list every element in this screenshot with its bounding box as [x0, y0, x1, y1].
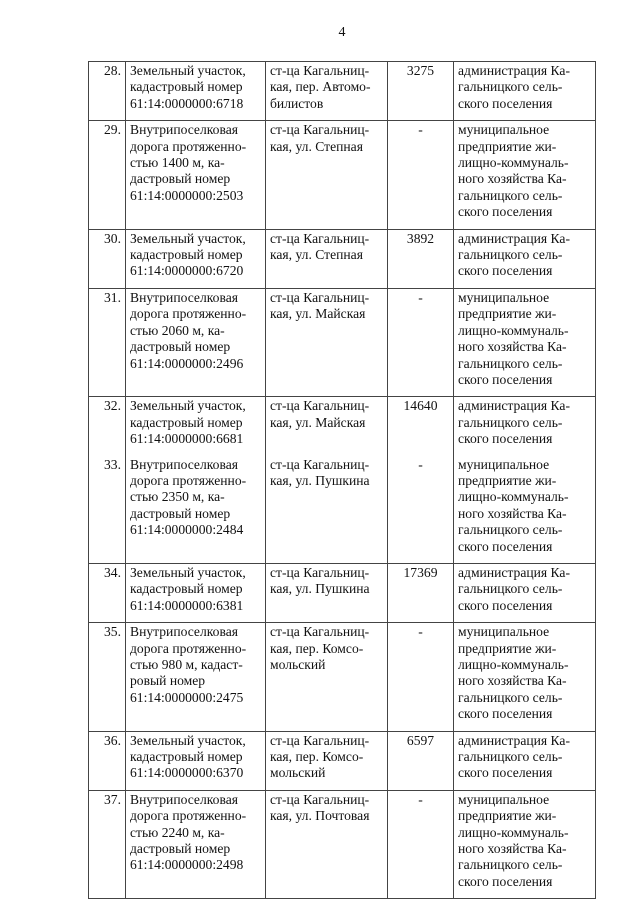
address-cell [266, 397, 388, 456]
object-name-cell [126, 790, 266, 898]
object-name-line: 61:14:0000000:2496 [130, 355, 244, 371]
owner-line: администрация Ка- [458, 564, 570, 580]
owner-line: ского поселения [458, 431, 553, 447]
owner-line: администрация Ка- [458, 230, 570, 246]
object-name-line: Внутрипоселковая [130, 456, 238, 472]
object-name-line: Земельный участок, [130, 732, 246, 748]
owner-line: муниципальное [458, 289, 550, 305]
address-cell [266, 790, 388, 898]
address-line: кая, ул. Почтовая [270, 808, 370, 824]
address-line: кая, пер. Комсо- [270, 640, 364, 656]
owner-line: гальницкого сель- [458, 79, 563, 95]
owner-line: администрация Ка- [458, 398, 570, 414]
owner-line: ского поселения [458, 597, 553, 613]
area-cell: 17369 [388, 563, 454, 622]
address-cell [266, 121, 388, 229]
object-name-line: Земельный участок, [130, 564, 246, 580]
owner-line: предприятие жи- [458, 640, 557, 656]
owner-cell [454, 456, 596, 564]
address-line: ст-ца Кагальниц- [270, 289, 370, 305]
address-line: билистов [270, 95, 324, 111]
table-row [89, 288, 596, 396]
address-cell [266, 731, 388, 790]
table-row [89, 563, 596, 622]
owner-line: предприятие жи- [458, 472, 557, 488]
owner-line: муниципальное [458, 791, 550, 807]
owner-line: ского поселения [458, 706, 553, 722]
address-line: кая, ул. Степная [270, 138, 363, 154]
address-line: ст-ца Кагальниц- [270, 230, 370, 246]
address-cell [266, 62, 388, 121]
owner-cell [454, 563, 596, 622]
address-cell [266, 229, 388, 288]
row-number-cell: 28. [89, 62, 126, 121]
object-name-line: Внутрипоселковая [130, 791, 238, 807]
owner-cell [454, 288, 596, 396]
object-name-cell [126, 397, 266, 456]
address-line: кая, ул. Пушкина [270, 472, 370, 488]
table-row [89, 62, 596, 121]
registry-body [89, 62, 596, 899]
address-line: кая, ул. Степная [270, 247, 363, 263]
owner-line: предприятие жи- [458, 138, 557, 154]
owner-line: ского поселения [458, 95, 553, 111]
owner-line: ского поселения [458, 263, 553, 279]
object-name-line: дастровый номер [130, 171, 231, 187]
object-name-line: дорога протяженно- [130, 808, 247, 824]
object-name-line: 61:14:0000000:6681 [130, 431, 244, 447]
object-name-line: стью 2060 м, ка- [130, 322, 225, 338]
owner-line: ского поселения [458, 204, 553, 220]
owner-line: гальницкого сель- [458, 187, 563, 203]
area-cell: - [388, 288, 454, 396]
row-number-cell: 31. [89, 288, 126, 396]
owner-line: ного хозяйства Ка- [458, 505, 567, 521]
owner-line: ского поселения [458, 873, 553, 889]
address-cell [266, 563, 388, 622]
object-name-line: стью 1400 м, ка- [130, 155, 225, 171]
owner-line: ного хозяйства Ка- [458, 673, 567, 689]
object-name-line: 61:14:0000000:6370 [130, 765, 244, 781]
owner-line: гальницкого сель- [458, 689, 563, 705]
address-line: ст-ца Кагальниц- [270, 564, 370, 580]
object-name-line: 61:14:0000000:6720 [130, 263, 244, 279]
owner-line: ского поселения [458, 371, 553, 387]
object-name-line: дорога протяженно- [130, 138, 247, 154]
object-name-line: кадастровый номер [130, 749, 243, 765]
object-name-line: Внутрипоселковая [130, 624, 238, 640]
owner-line: гальницкого сель- [458, 355, 563, 371]
owner-line: лищно-коммуналь- [458, 322, 569, 338]
address-line: ст-ца Кагальниц- [270, 732, 370, 748]
owner-line: гальницкого сель- [458, 581, 563, 597]
object-name-line: Земельный участок, [130, 230, 246, 246]
object-name-line: 61:14:0000000:6718 [130, 95, 244, 111]
object-name-line: Внутрипоселковая [130, 289, 238, 305]
row-number-cell: 32. [89, 397, 126, 456]
table-row [89, 731, 596, 790]
row-number-cell: 30. [89, 229, 126, 288]
object-name-line: Земельный участок, [130, 398, 246, 414]
owner-cell [454, 623, 596, 731]
address-line: мольский [270, 765, 326, 781]
object-name-line: дорога протяженно- [130, 472, 247, 488]
owner-line: ского поселения [458, 538, 553, 554]
object-name-line: 61:14:0000000:2484 [130, 522, 244, 538]
row-number-cell: 36. [89, 731, 126, 790]
object-name-line: 61:14:0000000:2475 [130, 689, 244, 705]
address-line: кая, пер. Автомо- [270, 79, 371, 95]
owner-cell [454, 229, 596, 288]
owner-line: лищно-коммуналь- [458, 489, 569, 505]
owner-cell [454, 790, 596, 898]
owner-line: гальницкого сель- [458, 414, 563, 430]
owner-line: ского поселения [458, 765, 553, 781]
address-line: ст-ца Кагальниц- [270, 122, 370, 138]
address-line: кая, ул. Майская [270, 414, 366, 430]
owner-line: гальницкого сель- [458, 522, 563, 538]
table-row [89, 229, 596, 288]
object-name-line: Земельный участок, [130, 63, 246, 78]
object-name-line: дастровый номер [130, 339, 231, 355]
address-line: кая, ул. Пушкина [270, 581, 370, 597]
owner-cell [454, 397, 596, 456]
owner-line: предприятие жи- [458, 306, 557, 322]
page-number: 4 [338, 25, 346, 40]
object-name-line: 61:14:0000000:6381 [130, 597, 244, 613]
owner-line: лищно-коммуналь- [458, 657, 569, 672]
table-row [89, 397, 596, 456]
object-name-line: стью 980 м, кадаст- [130, 657, 243, 672]
object-name-line: Внутрипоселковая [130, 122, 238, 138]
table-row [89, 790, 596, 898]
row-number-cell: 34. [89, 563, 126, 622]
owner-line: лищно-коммуналь- [458, 155, 569, 171]
owner-line: администрация Ка- [458, 732, 570, 748]
object-name-cell [126, 229, 266, 288]
address-cell [266, 623, 388, 731]
owner-cell [454, 731, 596, 790]
object-name-line: дастровый номер [130, 505, 231, 521]
row-number-cell: 37. [89, 790, 126, 898]
object-name-line: ровый номер [130, 673, 206, 689]
area-cell: 14640 [388, 397, 454, 456]
owner-cell [454, 62, 596, 121]
object-name-line: стью 2350 м, ка- [130, 489, 225, 505]
address-cell [266, 456, 388, 564]
area-cell: 3892 [388, 229, 454, 288]
object-name-cell [126, 563, 266, 622]
object-name-line: стью 2240 м, ка- [130, 824, 225, 840]
table-row [89, 456, 596, 564]
object-name-line: дастровый номер [130, 841, 231, 857]
row-number-cell: 33. [89, 456, 126, 564]
area-cell: - [388, 121, 454, 229]
object-name-cell [126, 288, 266, 396]
area-cell: - [388, 456, 454, 564]
table-row [89, 623, 596, 731]
owner-line: муниципальное [458, 624, 550, 640]
owner-line: муниципальное [458, 122, 550, 138]
object-name-line: кадастровый номер [130, 247, 243, 263]
object-name-cell [126, 121, 266, 229]
row-number-cell: 35. [89, 623, 126, 731]
address-line: кая, ул. Майская [270, 306, 366, 322]
owner-line: муниципальное [458, 456, 550, 472]
object-name-line: кадастровый номер [130, 414, 243, 430]
property-registry-table [88, 61, 596, 899]
object-name-line: дорога протяженно- [130, 306, 247, 322]
address-cell [266, 288, 388, 396]
object-name-line: дорога протяженно- [130, 640, 247, 656]
owner-line: гальницкого сель- [458, 749, 563, 765]
row-number-cell: 29. [89, 121, 126, 229]
address-line: ст-ца Кагальниц- [270, 624, 370, 640]
address-line: кая, пер. Комсо- [270, 749, 364, 765]
owner-line: ного хозяйства Ка- [458, 171, 567, 187]
address-line: ст-ца Кагальниц- [270, 456, 370, 472]
object-name-line: 61:14:0000000:2498 [130, 857, 244, 873]
object-name-line: 61:14:0000000:2503 [130, 187, 244, 203]
owner-line: гальницкого сель- [458, 857, 563, 873]
address-line: ст-ца Кагальниц- [270, 398, 370, 414]
area-cell: - [388, 790, 454, 898]
owner-line: ного хозяйства Ка- [458, 841, 567, 857]
address-line: мольский [270, 657, 326, 672]
owner-line: гальницкого сель- [458, 247, 563, 263]
object-name-cell [126, 623, 266, 731]
object-name-line: кадастровый номер [130, 581, 243, 597]
owner-line: администрация Ка- [458, 63, 570, 78]
area-cell: - [388, 623, 454, 731]
owner-line: ного хозяйства Ка- [458, 339, 567, 355]
address-line: ст-ца Кагальниц- [270, 791, 370, 807]
object-name-cell [126, 731, 266, 790]
address-line: ст-ца Кагальниц- [270, 63, 370, 78]
object-name-cell [126, 62, 266, 121]
area-cell: 6597 [388, 731, 454, 790]
owner-line: лищно-коммуналь- [458, 824, 569, 840]
object-name-cell [126, 456, 266, 564]
owner-line: предприятие жи- [458, 808, 557, 824]
owner-cell [454, 121, 596, 229]
object-name-line: кадастровый номер [130, 79, 243, 95]
area-cell: 3275 [388, 62, 454, 121]
table-row [89, 121, 596, 229]
